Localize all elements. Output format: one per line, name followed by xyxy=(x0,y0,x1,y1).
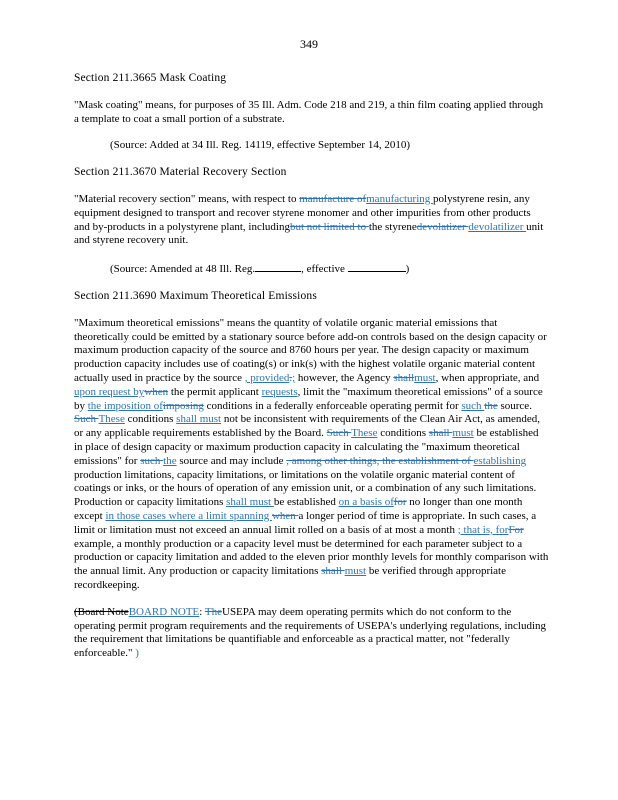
section-3670-source: (Source: Amended at 48 Ill. Reg. , effective ) xyxy=(110,263,410,276)
section-3670-body: "Material recovery section" means, with respect to manufacture ofmanufacturing polystyrene resin, any equipment designed to transport and recover styrene monomer and other impurities from other products and by-products in a polystyrene plant, includingbut not limited to the styrenedevolatizer devolatilizer unit and styrene recovery unit. xyxy=(74,192,544,247)
section-3690-heading: Section 211.3690 Maximum Theoretical Emissions xyxy=(74,289,317,302)
register-blank xyxy=(255,261,301,272)
page-content xyxy=(74,72,549,661)
section-3690-body: "Maximum theoretical emissions" means the quantity of volatile organic material emissions that theoretically could be emitted by a stationary source before add-on controls based on the design capacity or maximum production capacity of the source and 8760 hours per year. The design capacity or maximum production capacity includes use of coating(s) or ink(s) with the highest volatile organic material content actually used in practice by the source , provided.; however, the Agency shallmust, when appropriate, and upon request bywhen the permit applicant requests, limit the "maximum theoretical emissions" of a source by the imposition ofimposing conditions in a federally enforceable operating permit for such the source. Such These conditions shall must not be inconsistent with requirements of the Clean Air Act, as amended, or any applicable requirements established by the Board. Such These conditions shall must be established in place of design capacity or maximum production capacity in calculating the "maximum theoretical emissions" for such the source and may include , among other things, the establishment of establishing production limitations, capacity limitations, or limitations on the volatile organic material content of coatings or inks, or the hours of operation of any emission unit, or a combination of any such limitations. Production or capacity limitations shall must be established on a basis offor no longer than one month except in those cases where a limit spanning when a longer period of time is appropriate. In such cases, a limit or limitation must not exceed an annual limit rolled on a basis of at most a month ; that is, forFor example, a monthly production or a capacity level must be determined for each parameter subject to a production or capacity limitation and added to the eleven prior monthly levels for monthly comparison with the annual limit. Any production or capacity limitations shall must be verified through appropriate recordkeeping. xyxy=(74,316,549,591)
board-note: (Board NoteBOARD NOTE: TheUSEPA may deem operating permits which do not conform to the operating permit program requirements and the requirements of USEPA's underlying regulations, including the requirement that limitations be quantifiable and enforceable as a practical matter, not "federally enforceable." ) xyxy=(74,605,547,660)
section-3665-source: (Source: Added at 34 Ill. Reg. 14119, effective September 14, 2010) xyxy=(110,139,410,152)
section-3665-body: "Mask coating" means, for purposes of 35 Ill. Adm. Code 218 and 219, a thin film coating applied through a template to coat a small portion of a substrate. xyxy=(74,98,544,125)
section-3665-heading: Section 211.3665 Mask Coating xyxy=(74,72,227,84)
page-number: 349 xyxy=(300,37,318,51)
effective-date-blank xyxy=(348,261,406,272)
section-3670-heading: Section 211.3670 Material Recovery Section xyxy=(74,166,287,179)
